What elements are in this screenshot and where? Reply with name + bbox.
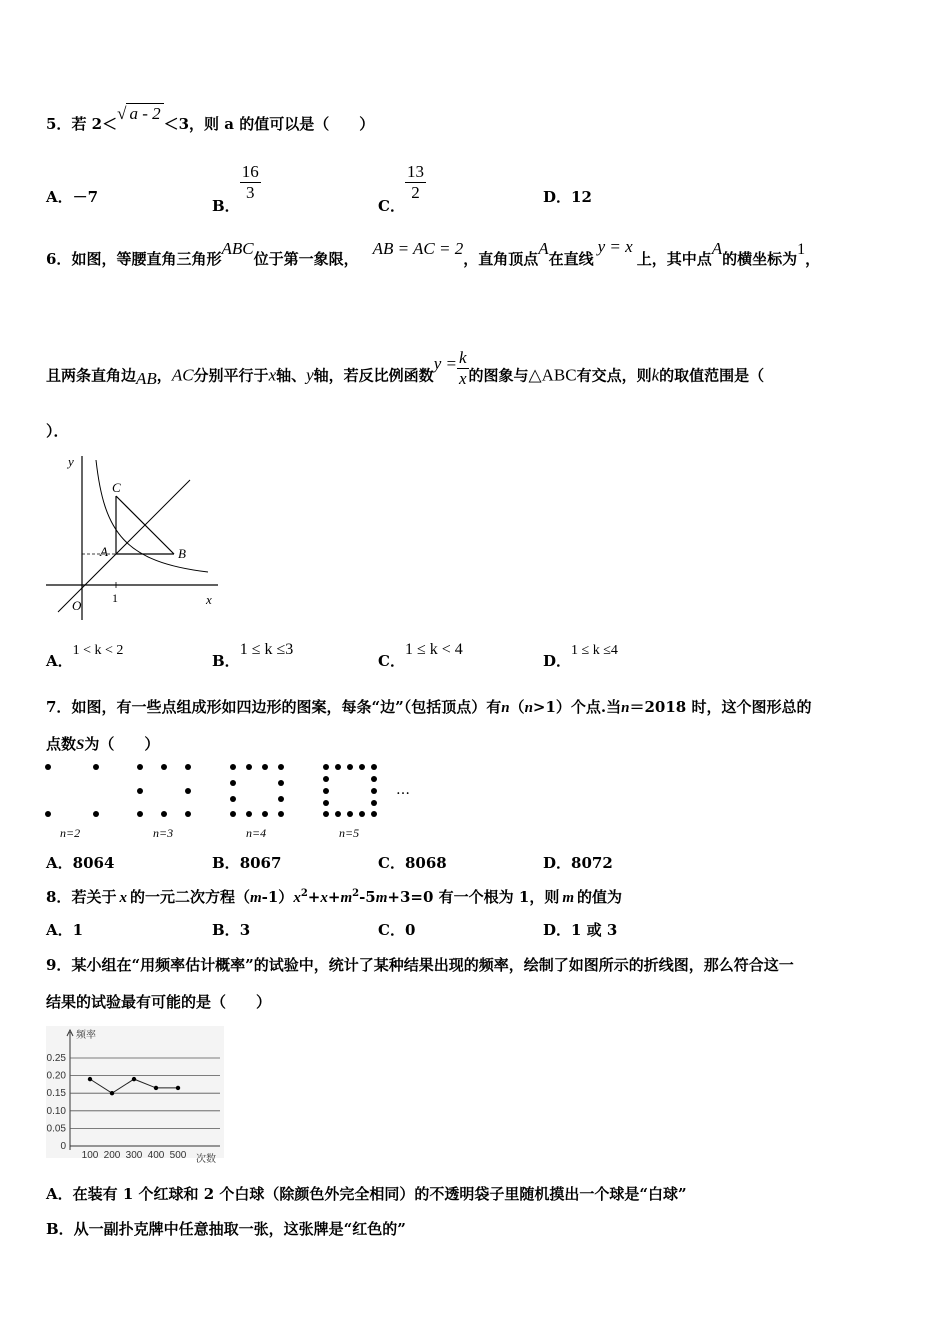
dot bbox=[335, 764, 341, 770]
dot bbox=[185, 811, 191, 817]
dot bbox=[161, 764, 167, 770]
q5-option-b[interactable]: B． $\frac{16}{3}$ bbox=[212, 162, 259, 215]
ellipsis: … bbox=[396, 782, 410, 798]
dot bbox=[45, 811, 51, 817]
frequency-line-chart bbox=[40, 1024, 230, 1166]
dot bbox=[323, 811, 329, 817]
dot bbox=[137, 788, 143, 794]
dot bbox=[246, 764, 252, 770]
dot bbox=[371, 788, 377, 794]
q7-option-c[interactable]: C．8068 bbox=[378, 854, 447, 872]
dot bbox=[323, 776, 329, 782]
q5-option-c[interactable]: C． $\frac{13}{2}$ bbox=[378, 162, 424, 215]
dot bbox=[185, 764, 191, 770]
n-label: n=3 bbox=[153, 826, 174, 840]
q5-sqrt: √ a - 2 bbox=[117, 104, 164, 123]
q8-option-c[interactable]: C．0 bbox=[378, 921, 416, 939]
hyperbola-curve bbox=[96, 460, 208, 572]
data-point bbox=[154, 1086, 158, 1090]
y-tick-label: 0 bbox=[60, 1141, 66, 1152]
q6-line-3: ）． bbox=[46, 422, 69, 440]
dot bbox=[246, 811, 252, 817]
label-one: 1 bbox=[112, 591, 118, 605]
dot bbox=[93, 764, 99, 770]
fraction: $\frac{k}{x}$ bbox=[458, 348, 467, 388]
dot bbox=[93, 811, 99, 817]
n-label: n=5 bbox=[339, 826, 360, 840]
q8-option-b[interactable]: B．3 bbox=[212, 921, 251, 939]
q7-dot-figure bbox=[40, 760, 420, 842]
q6-option-c[interactable]: C．1 ≤ k < 4 bbox=[378, 641, 463, 670]
q6-line-2: 且两条直角边AB，AC分别平行于x轴、y轴，若反比例函数y = $\frac{k}{x}$ 的图象与△ABC有交点，则k的取值范围是（ bbox=[46, 348, 765, 388]
q7-option-b[interactable]: B．8067 bbox=[212, 854, 282, 872]
x-tick-label: 500 bbox=[169, 1150, 187, 1161]
q9-option-b[interactable]: B．从一副扑克牌中任意抽取一张，这张牌是“红色的” bbox=[46, 1220, 406, 1238]
n-label: n=4 bbox=[246, 826, 267, 840]
dot bbox=[278, 811, 284, 817]
fraction: $\frac{13}{2}$ bbox=[406, 162, 424, 202]
dot bbox=[323, 800, 329, 806]
dot bbox=[347, 764, 353, 770]
data-point bbox=[132, 1077, 136, 1081]
label-x: x bbox=[206, 592, 212, 607]
q7-line-2: 点数S为（ ） bbox=[46, 735, 160, 753]
q8-option-d[interactable]: D．1 或 3 bbox=[543, 921, 618, 939]
q6-line-1: 6．如图，等腰直角三角形ABC位于第一象限，AB = AC = 2，直角顶点A在直线y = x上，其中点A的横坐标为1， bbox=[46, 237, 821, 268]
dot bbox=[230, 811, 236, 817]
dot bbox=[161, 811, 167, 817]
q6-figure bbox=[44, 452, 224, 624]
x-tick-label: 200 bbox=[103, 1150, 121, 1161]
q9-option-a[interactable]: A．在装有 1 个红球和 2 个白球（除颜色外完全相同）的不透明袋子里随机摸出一个球是“白球” bbox=[46, 1185, 687, 1203]
label-b: B bbox=[178, 546, 186, 561]
q9-line-1: 9．某小组在“用频率估计概率”的试验中，统计了某种结果出现的频率，绘制了如图所示的折线图，那么符合这一 bbox=[46, 956, 794, 974]
dot bbox=[137, 764, 143, 770]
q9-line-2: 结果的试验最有可能的是（ ） bbox=[46, 993, 272, 1011]
q5-option-a[interactable]: A．－7 bbox=[46, 188, 99, 206]
q7-line-1: 7．如图，有一些点组成形如四边形的图案，每条“边”（包括顶点）有n（n>1）个点.当n＝2018 时，这个图形总的 bbox=[46, 698, 812, 716]
y-tick-label: 0.15 bbox=[46, 1088, 66, 1100]
x-tick-label: 100 bbox=[81, 1150, 99, 1161]
label-origin: O bbox=[72, 598, 82, 613]
q6-option-b[interactable]: B．1 ≤ k ≤3 bbox=[212, 641, 294, 670]
y-tick-label: 0.10 bbox=[46, 1105, 66, 1117]
y-tick-label: 0.25 bbox=[46, 1053, 66, 1064]
fraction: $\frac{16}{3}$ bbox=[241, 162, 259, 202]
data-point bbox=[176, 1086, 180, 1090]
label-c: C bbox=[112, 480, 121, 495]
x-axis-label: 次数 bbox=[196, 1154, 216, 1165]
x-tick-label: 300 bbox=[125, 1150, 143, 1161]
dot bbox=[262, 764, 268, 770]
dot bbox=[359, 811, 365, 817]
q6-option-a[interactable]: A．1 < k < 2 bbox=[46, 643, 124, 670]
dot bbox=[335, 811, 341, 817]
q7-option-d[interactable]: D．8072 bbox=[543, 854, 613, 872]
dot bbox=[262, 811, 268, 817]
dot bbox=[45, 764, 51, 770]
dot bbox=[185, 788, 191, 794]
data-point bbox=[110, 1091, 114, 1095]
dot bbox=[371, 764, 377, 770]
x-tick-label: 400 bbox=[147, 1150, 165, 1161]
dot bbox=[323, 764, 329, 770]
q7-option-a[interactable]: A．8064 bbox=[46, 854, 115, 872]
y-tick-label: 0.20 bbox=[46, 1070, 66, 1082]
n-label: n=2 bbox=[60, 826, 81, 840]
q5-option-d[interactable]: D．12 bbox=[543, 188, 592, 206]
y-axis-label: 频率 bbox=[76, 1030, 96, 1041]
y-tick-label: 0.05 bbox=[46, 1123, 66, 1135]
dot bbox=[137, 811, 143, 817]
dot bbox=[278, 764, 284, 770]
dot bbox=[278, 796, 284, 802]
line-y-eq-x bbox=[58, 480, 190, 612]
dot bbox=[230, 764, 236, 770]
label-a: A bbox=[100, 544, 108, 559]
dot bbox=[371, 811, 377, 817]
dot bbox=[230, 780, 236, 786]
q8-option-a[interactable]: A．1 bbox=[46, 921, 84, 939]
chart-background bbox=[46, 1026, 224, 1158]
dot bbox=[359, 764, 365, 770]
dot bbox=[371, 776, 377, 782]
dot bbox=[371, 800, 377, 806]
data-point bbox=[88, 1077, 92, 1081]
q8-stem: 8．若关于 x 的一元二次方程$(m-1)x^2+x+m^2-5m+3=0$ 有一个根为 1，则 m 的值为 bbox=[46, 888, 623, 906]
dot bbox=[230, 796, 236, 802]
dot bbox=[323, 788, 329, 794]
q5-stem: 5．若 2＜√ a - 2＜3，则 a 的值可以是（ ） bbox=[46, 104, 375, 133]
dot bbox=[278, 780, 284, 786]
q6-option-d[interactable]: D．1 ≤ k ≤4 bbox=[543, 643, 618, 670]
dot bbox=[347, 811, 353, 817]
label-y: y bbox=[68, 454, 74, 469]
